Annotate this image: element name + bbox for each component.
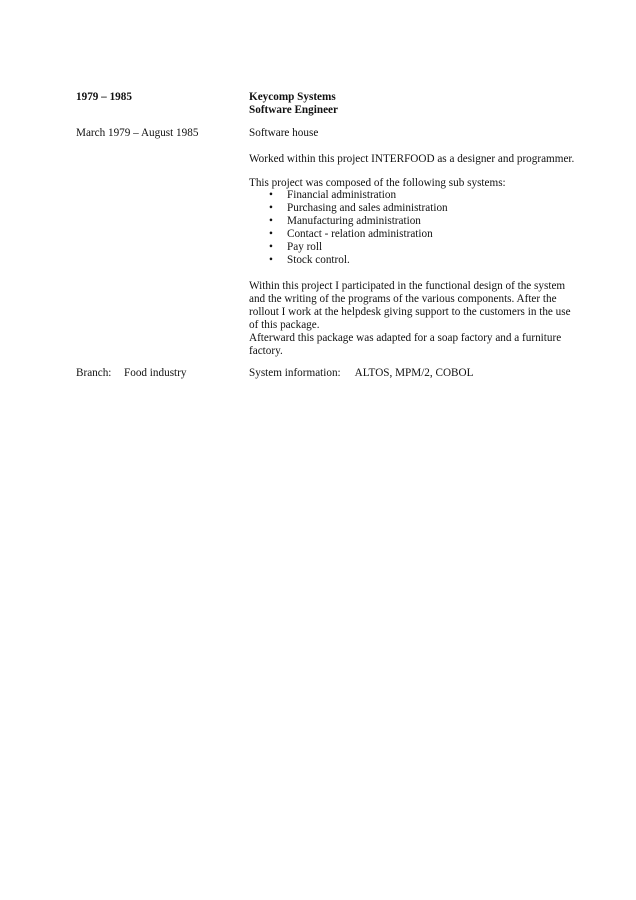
- bullet-icon: •: [269, 228, 273, 240]
- bullet-icon: •: [269, 202, 273, 214]
- bullet-icon: •: [269, 241, 273, 253]
- list-item: • Manufacturing administration: [269, 215, 421, 227]
- project-description: [249, 280, 569, 358]
- job-role: Software Engineer: [249, 104, 338, 116]
- description-line: Afterward this package was adapted for a soap factory and a furniture: [249, 332, 562, 344]
- list-item: • Stock control.: [269, 254, 350, 266]
- description-line: of this package.: [249, 319, 320, 331]
- bullet-icon: •: [269, 254, 273, 266]
- project-intro: Worked within this project INTERFOOD as a designer and programmer.: [249, 153, 575, 165]
- description-line: factory.: [249, 345, 283, 357]
- bullet-icon: •: [269, 189, 273, 201]
- branch-label: Branch:: [76, 367, 112, 379]
- subsystems-intro: This project was composed of the following sub systems:: [249, 177, 506, 189]
- list-item: • Financial administration: [269, 189, 397, 201]
- period-dates: March 1979 – August 1985: [76, 127, 199, 139]
- company-type: Software house: [249, 127, 319, 139]
- description-line: and the writing of the programs of the various components. After the: [249, 293, 557, 305]
- system-info: [249, 367, 473, 380]
- list-item: • Purchasing and sales administration: [269, 202, 448, 214]
- system-info-value: ALTOS, MPM/2, COBOL: [354, 367, 474, 379]
- list-item: • Contact - relation administration: [269, 228, 433, 240]
- system-info-label: System information:: [249, 367, 341, 379]
- subsystems-list: [249, 189, 448, 267]
- branch-value: Food industry: [124, 367, 187, 379]
- period-years: 1979 – 1985: [76, 91, 132, 103]
- description-line: Within this project I participated in the functional design of the system: [249, 280, 566, 292]
- bullet-icon: •: [269, 215, 273, 227]
- description-line: rollout I work at the helpdesk giving support to the customers in the use: [249, 306, 571, 318]
- company-name: Keycomp Systems: [249, 91, 336, 103]
- list-item: • Pay roll: [269, 241, 323, 253]
